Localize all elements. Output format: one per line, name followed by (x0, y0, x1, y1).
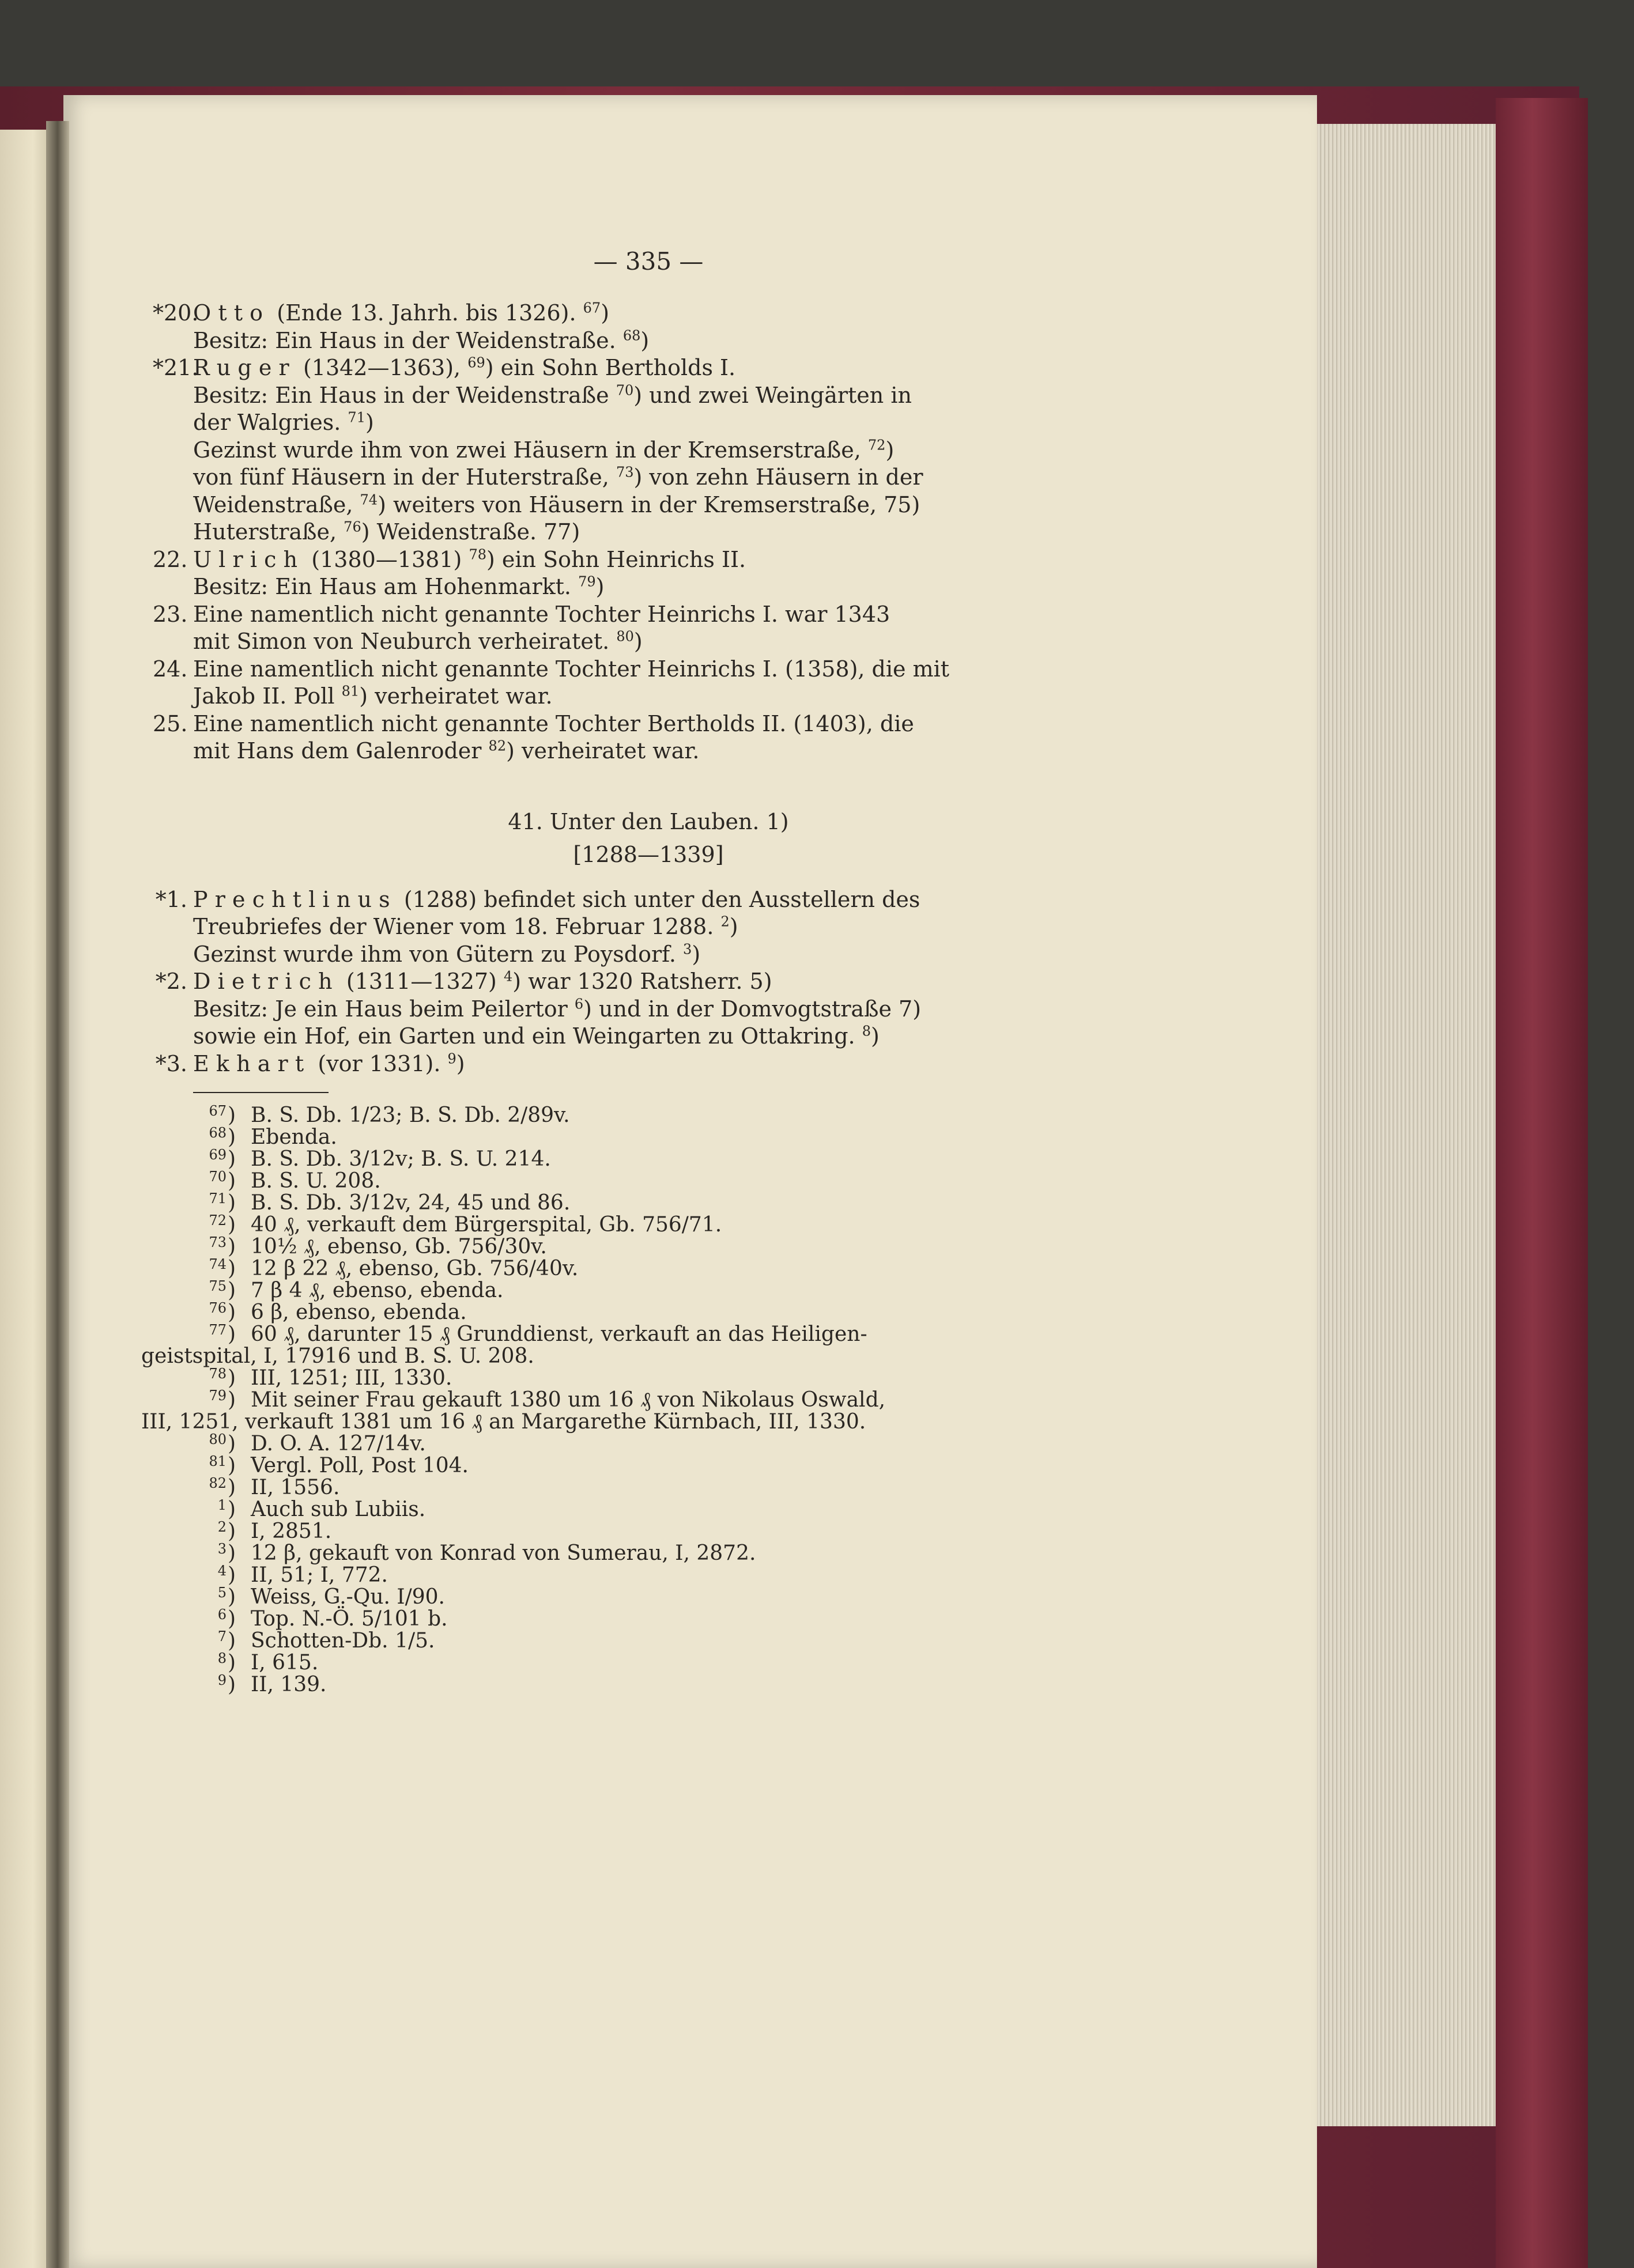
footnote-text: Top. N.-Ö. 5/101 b. (251, 1607, 448, 1631)
entry-text-tail: ) ein Sohn Bertholds I. (485, 355, 736, 380)
footnote-number: 2 (217, 1519, 227, 1535)
entry-line (193, 437, 1104, 464)
footnote-number: 77 (209, 1322, 227, 1338)
footnote-paren: ) (228, 1388, 236, 1412)
footnote-text: I, 2851. (251, 1519, 332, 1543)
footnote-paren: ) (228, 1279, 236, 1302)
footnote-ref: 76 (344, 519, 361, 535)
footnote (193, 1499, 1104, 1521)
footnote (193, 1521, 1104, 1543)
entry-number: *1. (155, 886, 187, 912)
footnote-number: 81 (209, 1453, 227, 1469)
entry-line (193, 573, 1104, 601)
footnote-rule (193, 1092, 329, 1093)
footnote (193, 1367, 1104, 1389)
entry-text: (1342—1363), (296, 355, 468, 380)
footnote-ref: 72 (867, 436, 886, 453)
footnote-number: 79 (209, 1388, 227, 1404)
cover-board (1496, 98, 1588, 2268)
person-name: Ruger (193, 355, 296, 380)
entry (153, 300, 1104, 354)
entry-text-tail: ) und zwei Weingärten in (633, 382, 912, 408)
footnote-number: 70 (209, 1169, 227, 1185)
entry-text: mit Simon von Neuburch verheiratet. (193, 629, 617, 654)
footnote-ref: 73 (616, 464, 634, 481)
footnote-number: 76 (209, 1300, 227, 1316)
person-name: Ulrich (193, 546, 305, 572)
entry-text: (1311—1327) (339, 969, 504, 994)
footnote-text: Auch sub Lubiis. (251, 1498, 426, 1521)
footnote-number: 69 (209, 1147, 227, 1163)
footnote-paren: ) (228, 1476, 236, 1499)
entry-line (193, 327, 1104, 355)
entry-line (193, 941, 1104, 969)
footnote (193, 1148, 1104, 1170)
entry-text-tail: ) (870, 1023, 880, 1049)
entry-text-tail: ) und in der Domvogtstraße 7) (583, 996, 922, 1022)
entry-number: 23. (153, 601, 188, 627)
footnote-ref: 9 (447, 1050, 456, 1067)
footnote-ref: 80 (616, 628, 634, 645)
entry-text-tail: ) Weidenstraße. 77) (361, 519, 580, 545)
footnote-text: II, 1556. (251, 1476, 340, 1499)
footnote-number: 74 (209, 1256, 227, 1272)
entry-text-tail: ) (601, 300, 610, 326)
footnote (193, 1455, 1104, 1477)
footnote-ref: 71 (348, 409, 365, 426)
entry (155, 968, 1104, 1050)
footnote-paren: ) (228, 1651, 236, 1674)
footnote-number: 8 (217, 1650, 227, 1666)
footnote-paren: ) (228, 1498, 236, 1521)
entry-line (193, 968, 1104, 996)
footnote-number: 1 (217, 1497, 227, 1513)
footnote-text: D. O. A. 127/14v. (251, 1432, 426, 1456)
footnote-text: 40 ₰, verkauft dem Bürgerspital, Gb. 756/71. (251, 1213, 722, 1237)
footnote-ref: 68 (622, 327, 641, 343)
entry-text: Besitz: Ein Haus am Hohenmarkt. (193, 574, 579, 599)
page-edges (1305, 124, 1496, 2126)
entry-text-tail: ) (640, 327, 650, 353)
footnote-ref: 78 (469, 546, 486, 562)
entry-number: *3. (155, 1050, 187, 1076)
entry-line (193, 354, 1104, 382)
footnote-paren: ) (228, 1322, 236, 1346)
footnote-paren: ) (228, 1213, 236, 1237)
entry-text: Eine namentlich nicht genannte Tochter Heinrichs I. war 1343 (193, 601, 890, 627)
footnote-number: 78 (209, 1366, 227, 1382)
entry-text-tail: ) verheiratet war. (506, 738, 700, 763)
footnote-number: 67 (209, 1103, 227, 1119)
entry-text: (1380—1381) (304, 546, 469, 572)
footnote-number: 9 (217, 1672, 227, 1688)
footnote-paren: ) (228, 1235, 236, 1258)
entry-text-tail: ) (729, 914, 738, 939)
footnote-number: 5 (217, 1585, 227, 1601)
footnote-ref: 3 (683, 940, 692, 957)
entry-text: Treubriefes der Wiener vom 18. Februar 1288. (193, 914, 721, 939)
footnote-paren: ) (228, 1147, 236, 1171)
footnote-paren: ) (228, 1454, 236, 1477)
footnote-ref: 4 (503, 968, 513, 985)
footnote-ref: 67 (583, 300, 601, 316)
entry-number: *21. (153, 355, 199, 380)
entry-line (193, 464, 1104, 492)
footnote-number: 3 (217, 1541, 227, 1557)
footnote-text: B. S. U. 208. (251, 1169, 381, 1193)
footnote-paren: ) (228, 1629, 236, 1653)
entry (155, 1050, 1104, 1078)
footnote-paren: ) (228, 1607, 236, 1631)
footnote (141, 1411, 1104, 1433)
footnote-text: B. S. Db. 3/12v, 24, 45 und 86. (251, 1191, 571, 1215)
footnote (193, 1564, 1104, 1586)
entry-number: 24. (153, 656, 188, 682)
entry-line (193, 300, 1104, 327)
footnote-text: Schotten-Db. 1/5. (251, 1629, 435, 1653)
footnote (193, 1674, 1104, 1696)
entry (155, 886, 1104, 969)
footnote-number: 6 (217, 1606, 227, 1623)
entry-line (193, 1050, 1104, 1078)
entry-text: (vor 1331). (311, 1050, 448, 1076)
entry-text-tail: ) (885, 437, 895, 463)
page-number: — 335 — (593, 247, 704, 275)
footnote (193, 1170, 1104, 1192)
section-years: [1288—1339] (573, 842, 724, 867)
footnote (193, 1280, 1104, 1302)
footnote-paren: ) (228, 1301, 236, 1324)
footnote-ref: 70 (616, 381, 634, 398)
footnote-number: 71 (209, 1190, 227, 1207)
footnote-paren: ) (228, 1366, 236, 1390)
footnote-paren: ) (228, 1191, 236, 1215)
footnote (141, 1345, 1104, 1367)
entry-text-tail: ) verheiratet war. (359, 683, 553, 709)
footnote-paren: ) (228, 1103, 236, 1127)
footnote-ref: 74 (360, 491, 378, 508)
entry-line (193, 913, 1104, 941)
person-name: Otto (193, 300, 270, 326)
footnote (193, 1543, 1104, 1564)
entry-text: Besitz: Je ein Haus beim Peilertor (193, 996, 575, 1022)
entry-number: 25. (153, 710, 188, 736)
entry-text-tail: ) weiters von Häusern in der Kremserstraße, 75) (378, 492, 920, 517)
entry-number: *20. (153, 300, 199, 326)
footnote (193, 1389, 1104, 1411)
footnote-text: 12 β 22 ₰, ebenso, Gb. 756/40v. (251, 1257, 579, 1280)
footnote-text: Weiss, G.-Qu. I/90. (251, 1585, 445, 1609)
footnote-ref: 82 (488, 738, 507, 754)
entry-line (193, 738, 1104, 765)
footnote-number: 7 (217, 1628, 227, 1645)
footnote-number: 82 (209, 1475, 227, 1491)
footnote (193, 1324, 1104, 1345)
footnote-text: III, 1251; III, 1330. (251, 1366, 452, 1390)
entry-line (193, 996, 1104, 1023)
footnote (193, 1105, 1104, 1127)
entry (153, 601, 1104, 656)
footnote (193, 1127, 1104, 1148)
footnote-text: Mit seiner Frau gekauft 1380 um 16 ₰ von Nikolaus Oswald, (251, 1388, 886, 1412)
entry-number: *2. (155, 969, 187, 994)
footnote (193, 1236, 1104, 1258)
entry-text: mit Hans dem Galenroder (193, 738, 489, 763)
footnote (193, 1586, 1104, 1608)
footnote-text: 12 β, gekauft von Konrad von Sumerau, I, 2872. (251, 1541, 756, 1565)
footnote-paren: ) (228, 1673, 236, 1696)
entry-text-tail: ) war 1320 Ratsherr. 5) (512, 969, 772, 994)
entry-line (193, 710, 1104, 738)
footnote (193, 1302, 1104, 1324)
entry-text: (1288) befindet sich unter den Ausstellern des (397, 886, 920, 912)
footnote-ref: 8 (862, 1023, 871, 1040)
footnote-paren: ) (228, 1563, 236, 1587)
person-name: Dietrich (193, 969, 339, 994)
footnotes (141, 1103, 1104, 1696)
entry-line (193, 492, 1104, 519)
entry-line (193, 1023, 1104, 1050)
entry-line (193, 886, 1104, 914)
entry-number: 22. (153, 546, 188, 572)
entry-text: (Ende 13. Jahrh. bis 1326). (270, 300, 583, 326)
entry-line (193, 546, 1104, 574)
entries-list-b (155, 886, 1104, 1078)
entry-text-tail: ) (365, 410, 374, 435)
footnote-ref: 69 (467, 354, 485, 371)
footnote (193, 1608, 1104, 1630)
entry-text: Eine namentlich nicht genannte Tochter Bertholds II. (1403), die (193, 710, 914, 736)
entry-text-tail: ) von zehn Häusern in der (633, 464, 923, 490)
footnote-ref: 81 (341, 683, 360, 700)
entry (153, 656, 1104, 710)
footnote-paren: ) (228, 1432, 236, 1456)
footnote-number: 80 (209, 1431, 227, 1447)
footnote-number: 72 (209, 1212, 227, 1228)
section-title: 41. Unter den Lauben. 1) (508, 808, 789, 834)
entry-text: Gezinst wurde ihm von Gütern zu Poysdorf. (193, 941, 684, 967)
entry-line (193, 409, 1104, 437)
entry-text-tail: ) ein Sohn Heinrichs II. (486, 546, 746, 572)
entry-line (193, 628, 1104, 656)
footnote-number: 4 (217, 1563, 227, 1579)
book-gutter (46, 121, 69, 2268)
entry-text: Jakob II. Poll (193, 683, 342, 709)
entry-text-tail: ) (456, 1050, 465, 1076)
person-name: Ekhart (193, 1050, 311, 1076)
footnote (193, 1433, 1104, 1455)
entry-text: Gezinst wurde ihm von zwei Häusern in der Kremserstraße, (193, 437, 868, 463)
footnote-paren: ) (228, 1257, 236, 1280)
footnote-paren: ) (228, 1169, 236, 1193)
footnote-text: geistspital, I, 17916 und B. S. U. 208. (141, 1344, 534, 1368)
footnote-text: I, 615. (251, 1651, 319, 1674)
entry-text: der Walgries. (193, 410, 348, 435)
footnote-number: 73 (209, 1234, 227, 1250)
entry-line (193, 656, 1104, 683)
footnote (193, 1258, 1104, 1280)
entry (153, 710, 1104, 765)
footnote (193, 1214, 1104, 1236)
entry-line (193, 519, 1104, 546)
footnote (193, 1630, 1104, 1652)
footnote-text: 10½ ₰, ebenso, Gb. 756/30v. (251, 1235, 547, 1258)
entry-text: Besitz: Ein Haus in der Weidenstraße. (193, 327, 623, 353)
footnote-text: Ebenda. (251, 1125, 337, 1149)
footnote-paren: ) (228, 1125, 236, 1149)
footnote-text: II, 139. (251, 1673, 327, 1696)
entry-text-tail: ) (595, 574, 605, 599)
entry-line (193, 601, 1104, 629)
footnote-text: B. S. Db. 3/12v; B. S. U. 214. (251, 1147, 551, 1171)
person-name: Prechtlinus (193, 886, 397, 912)
footnote (193, 1652, 1104, 1674)
footnote-text: 7 β 4 ₰, ebenso, ebenda. (251, 1279, 504, 1302)
footnote-ref: 6 (574, 995, 584, 1012)
footnote (193, 1477, 1104, 1499)
footnote-paren: ) (228, 1519, 236, 1543)
entry (153, 354, 1104, 546)
entry-line (193, 382, 1104, 410)
entry-text: Huterstraße, (193, 519, 344, 545)
footnote-paren: ) (228, 1541, 236, 1565)
entry-text: Besitz: Ein Haus in der Weidenstraße (193, 382, 616, 408)
footnote-number: 75 (209, 1278, 227, 1294)
footnote-text: III, 1251, verkauft 1381 um 16 ₰ an Margarethe Kürnbach, III, 1330. (141, 1410, 866, 1434)
footnote-text: II, 51; I, 772. (251, 1563, 388, 1587)
footnote-paren: ) (228, 1585, 236, 1609)
footnote-text: 60 ₰, darunter 15 ₰ Grunddienst, verkauft an das Heiligen- (251, 1322, 867, 1346)
footnote (193, 1192, 1104, 1214)
entry-text: Eine namentlich nicht genannte Tochter Heinrichs I. (1358), die mit (193, 656, 950, 682)
page-text (141, 247, 1104, 1696)
entry-text-tail: ) (692, 941, 701, 967)
footnote-ref: 2 (720, 913, 730, 930)
entry-text: von fünf Häusern in der Huterstraße, (193, 464, 616, 490)
footnote-ref: 79 (578, 573, 596, 590)
entry-line (193, 683, 1104, 710)
entry (153, 546, 1104, 601)
footnote-text: B. S. Db. 1/23; B. S. Db. 2/89v. (251, 1103, 570, 1127)
entry-text: sowie ein Hof, ein Garten und ein Weingarten zu Ottakring. (193, 1023, 862, 1049)
footnote-text: 6 β, ebenso, ebenda. (251, 1301, 467, 1324)
entry-text: Weidenstraße, (193, 492, 360, 517)
footnote-text: Vergl. Poll, Post 104. (251, 1454, 469, 1477)
footnote-number: 68 (209, 1125, 227, 1141)
entry-text-tail: ) (633, 629, 643, 654)
entries-list-a (153, 300, 1104, 765)
